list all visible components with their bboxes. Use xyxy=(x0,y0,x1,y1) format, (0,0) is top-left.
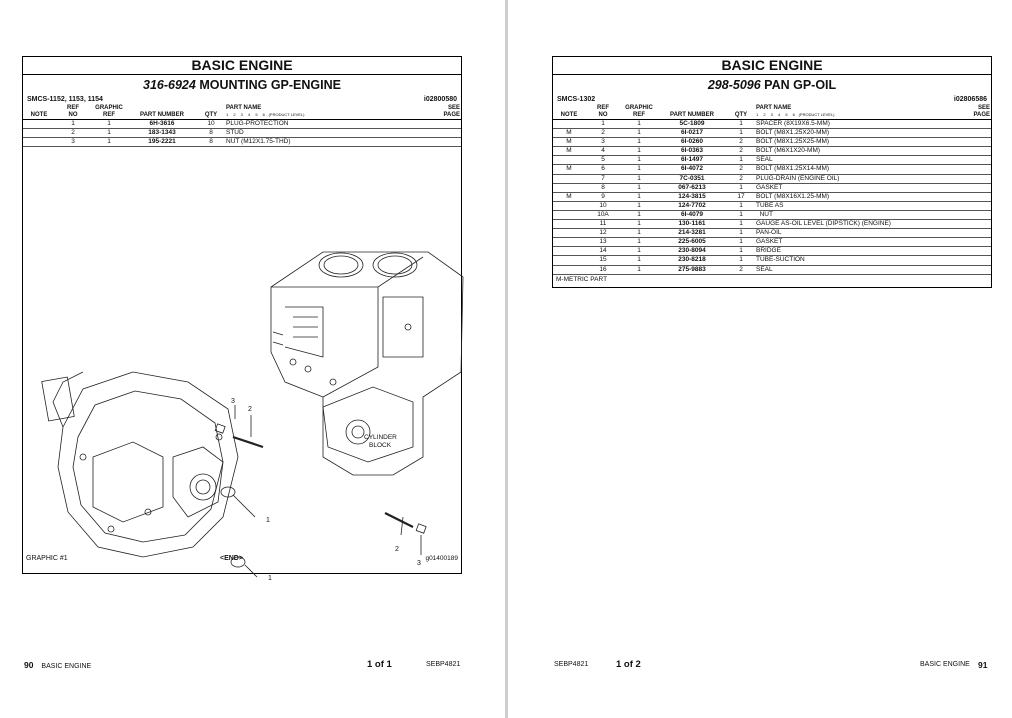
col-part-number: PART NUMBER xyxy=(127,105,197,120)
parts-sheet-left xyxy=(22,56,462,582)
page-number: 90 xyxy=(24,660,34,670)
ref-cell: 9 xyxy=(585,192,621,201)
note-cell xyxy=(553,256,585,265)
col-note: NOTE xyxy=(23,105,55,120)
part-number-cell: 6I-0217 xyxy=(657,129,727,138)
graphic-ref-cell: 1 xyxy=(91,129,127,138)
part-name-cell: SPACER (8X19X6.5-MM) xyxy=(755,120,957,129)
part-number-cell: 6H-3616 xyxy=(127,120,197,129)
part-number-cell: 7C-0351 xyxy=(657,174,727,183)
group-name: MOUNTING GP-ENGINE xyxy=(199,78,341,92)
parts-table-left xyxy=(23,105,461,147)
part-number-cell: 6I-0363 xyxy=(657,147,727,156)
qty-cell: 2 xyxy=(727,138,755,147)
table-row xyxy=(553,147,991,156)
illustration-id: i02806586 xyxy=(953,96,987,103)
qty-cell: 1 xyxy=(727,129,755,138)
graphic-ref-cell: 1 xyxy=(91,120,127,129)
see-page-cell xyxy=(957,220,991,229)
col-graphic: GRAPHIC REF xyxy=(621,105,657,120)
qty-cell: 1 xyxy=(727,120,755,129)
part-name-cell: GASKET xyxy=(755,238,957,247)
graphic-ref-cell: 1 xyxy=(621,156,657,165)
table-row xyxy=(23,120,461,129)
see-page-cell xyxy=(957,174,991,183)
part-number-cell: 225-6005 xyxy=(657,238,727,247)
ref-cell: 8 xyxy=(585,183,621,192)
graphic-ref-cell: 1 xyxy=(621,120,657,129)
qty-cell: 1 xyxy=(727,229,755,238)
graphic-ref-cell: 1 xyxy=(621,129,657,138)
page-of: 1 of 1 xyxy=(367,659,392,670)
cylinder-label-1: CYLINDER xyxy=(364,434,397,441)
see-page-cell xyxy=(957,129,991,138)
part-number-cell: 230-8218 xyxy=(657,256,727,265)
col-ref: REF NO xyxy=(55,105,91,120)
graphic-ref-cell: 1 xyxy=(621,265,657,274)
note-cell xyxy=(23,120,55,129)
part-name-cell: TUBE-SUCTION xyxy=(755,256,957,265)
graphic-ref-cell: 1 xyxy=(621,220,657,229)
note-cell: M xyxy=(553,129,585,138)
callout-3b: 3 xyxy=(417,560,421,567)
qty-cell: 10 xyxy=(197,120,225,129)
see-page-cell xyxy=(427,129,461,138)
ref-cell: 5 xyxy=(585,156,621,165)
qty-cell: 2 xyxy=(727,265,755,274)
ref-cell: 10A xyxy=(585,210,621,219)
page-number: 91 xyxy=(978,660,988,670)
table-header-row xyxy=(23,105,461,120)
graphic-ref-cell: 1 xyxy=(91,138,127,147)
note-cell xyxy=(553,120,585,129)
qty-cell: 8 xyxy=(197,138,225,147)
table-row xyxy=(553,238,991,247)
qty-cell: 17 xyxy=(727,192,755,201)
part-number-cell: 183-1343 xyxy=(127,129,197,138)
group-title xyxy=(553,75,991,95)
graphic-ref-cell: 1 xyxy=(621,183,657,192)
qty-cell: 1 xyxy=(727,183,755,192)
part-number-cell: 6I-1497 xyxy=(657,156,727,165)
end-marker: <END> xyxy=(220,555,243,562)
table-row xyxy=(553,156,991,165)
table-row xyxy=(553,129,991,138)
page-of: 1 of 2 xyxy=(616,659,641,670)
flywheel-housing-drawing xyxy=(42,372,238,557)
qty-cell: 8 xyxy=(197,129,225,138)
see-page-cell xyxy=(957,120,991,129)
table-row xyxy=(23,138,461,147)
see-page-cell xyxy=(957,265,991,274)
col-see-page: SEE PAGE xyxy=(427,105,461,120)
col-part-number: PART NUMBER xyxy=(657,105,727,120)
table-row xyxy=(553,220,991,229)
doc-number: SEBP4821 xyxy=(554,661,589,668)
qty-cell: 2 xyxy=(727,147,755,156)
part-number-cell: 6I-0260 xyxy=(657,138,727,147)
graphic-ref-cell: 1 xyxy=(621,192,657,201)
part-number-cell: 6I-4079 xyxy=(657,210,727,219)
ref-cell: 13 xyxy=(585,238,621,247)
footer-right xyxy=(554,659,994,671)
part-name-cell: TUBE AS xyxy=(755,201,957,210)
part-number-cell: 195-2221 xyxy=(127,138,197,147)
group-number: 298-5096 xyxy=(707,78,761,92)
see-page-cell xyxy=(957,210,991,219)
part-name-cell: BOLT (M8X1.25X20-MM) xyxy=(755,129,957,138)
note-cell xyxy=(553,201,585,210)
graphic-ref-cell: 1 xyxy=(621,238,657,247)
note-cell: M xyxy=(553,192,585,201)
see-page-cell xyxy=(957,138,991,147)
table-header-row xyxy=(553,105,991,120)
section-title: BASIC ENGINE xyxy=(553,57,991,75)
part-number-cell: 067-6213 xyxy=(657,183,727,192)
part-name-cell: BOLT (M6X1X20-MM) xyxy=(755,147,957,156)
part-name-cell: GASKET xyxy=(755,183,957,192)
metric-footnote: M-METRIC PART xyxy=(556,275,608,283)
table-row xyxy=(553,201,991,210)
callout-2b: 2 xyxy=(395,546,399,553)
table-row xyxy=(553,229,991,238)
ref-cell: 6 xyxy=(585,165,621,174)
qty-cell: 1 xyxy=(727,238,755,247)
ref-cell: 12 xyxy=(585,229,621,238)
graphic-ref-cell: 1 xyxy=(621,210,657,219)
col-qty: QTY xyxy=(197,105,225,120)
part-number-cell: 6I-4072 xyxy=(657,165,727,174)
note-cell xyxy=(23,129,55,138)
graphic-row xyxy=(26,554,458,564)
ref-cell: 2 xyxy=(55,129,91,138)
note-cell xyxy=(553,174,585,183)
see-page-cell xyxy=(427,138,461,147)
part-name-cell: PAN-OIL xyxy=(755,229,957,238)
part-name-cell: NUT xyxy=(755,210,957,219)
table-row xyxy=(553,265,991,274)
graphic-number: GRAPHIC #1 xyxy=(26,555,68,562)
ref-cell: 4 xyxy=(585,147,621,156)
group-name: PAN GP-OIL xyxy=(764,78,837,92)
ref-cell: 11 xyxy=(585,220,621,229)
col-ref: REF NO xyxy=(585,105,621,120)
note-cell xyxy=(553,220,585,229)
part-name-cell: PLUG-PROTECTION xyxy=(225,120,427,129)
note-cell: M xyxy=(553,147,585,156)
footer-section: BASIC ENGINE xyxy=(41,663,92,670)
see-page-cell xyxy=(427,120,461,129)
part-name-cell: GAUGE AS-OIL LEVEL (DIPSTICK) (ENGINE) xyxy=(755,220,957,229)
table-row xyxy=(553,165,991,174)
part-number-cell: 130-1161 xyxy=(657,220,727,229)
callout-1b: 1 xyxy=(268,575,272,582)
see-page-cell xyxy=(957,247,991,256)
note-cell xyxy=(553,238,585,247)
part-number-cell: 124-7702 xyxy=(657,201,727,210)
ref-cell: 1 xyxy=(55,120,91,129)
ref-cell: 2 xyxy=(585,129,621,138)
table-row xyxy=(553,120,991,129)
page-91 xyxy=(508,0,1012,718)
part-name-cell: PLUG-DRAIN (ENGINE OIL) xyxy=(755,174,957,183)
part-number-cell: 124-3815 xyxy=(657,192,727,201)
smcs-row xyxy=(23,95,461,105)
note-cell xyxy=(553,265,585,274)
note-cell xyxy=(553,183,585,192)
smcs-codes: SMCS-1152, 1153, 1154 xyxy=(27,96,103,103)
page-90 xyxy=(0,0,505,718)
illustration-id: i02800580 xyxy=(423,96,457,103)
table-row xyxy=(553,247,991,256)
figure-id: g01400189 xyxy=(425,555,458,562)
qty-cell: 1 xyxy=(727,201,755,210)
qty-cell: 1 xyxy=(727,156,755,165)
section-title: BASIC ENGINE xyxy=(23,57,461,75)
callout-3: 3 xyxy=(231,398,235,405)
part-name-cell: NUT (M12X1.75-THD) xyxy=(225,138,427,147)
graphic-ref-cell: 1 xyxy=(621,229,657,238)
cylinder-block-drawing xyxy=(271,252,463,475)
cylinder-label-2: BLOCK xyxy=(369,442,392,449)
group-number: 316-6924 xyxy=(143,78,196,92)
see-page-cell xyxy=(957,183,991,192)
graphic-ref-cell: 1 xyxy=(621,147,657,156)
see-page-cell xyxy=(957,229,991,238)
ref-cell: 15 xyxy=(585,256,621,265)
ref-cell: 7 xyxy=(585,174,621,183)
col-qty: QTY xyxy=(727,105,755,120)
see-page-cell xyxy=(957,192,991,201)
graphic-ref-cell: 1 xyxy=(621,138,657,147)
note-cell xyxy=(23,138,55,147)
see-page-cell xyxy=(957,147,991,156)
qty-cell: 1 xyxy=(727,220,755,229)
see-page-cell xyxy=(957,238,991,247)
see-page-cell xyxy=(957,156,991,165)
note-cell xyxy=(553,156,585,165)
table-row xyxy=(553,138,991,147)
part-number-cell: 5C-1809 xyxy=(657,120,727,129)
part-name-cell: BRIDGE xyxy=(755,247,957,256)
graphic-ref-cell: 1 xyxy=(621,247,657,256)
table-row xyxy=(553,192,991,201)
part-name-cell: SEAL xyxy=(755,265,957,274)
col-note: NOTE xyxy=(553,105,585,120)
smcs-row xyxy=(553,95,991,105)
ref-cell: 3 xyxy=(55,138,91,147)
callout-1: 1 xyxy=(266,517,270,524)
ref-cell: 14 xyxy=(585,247,621,256)
col-part-name: PART NAME 1 2 3 4 5 6 (PRODUCT LEVEL) xyxy=(225,105,427,120)
ref-cell: 1 xyxy=(585,120,621,129)
ref-cell: 16 xyxy=(585,265,621,274)
part-name-cell: SEAL xyxy=(755,156,957,165)
graphic-ref-cell: 1 xyxy=(621,165,657,174)
table-row xyxy=(553,183,991,192)
col-part-name: PART NAME 1 2 3 4 5 6 (PRODUCT LEVEL) xyxy=(755,105,957,120)
see-page-cell xyxy=(957,256,991,265)
table-row xyxy=(553,174,991,183)
qty-cell: 1 xyxy=(727,210,755,219)
part-name-cell: BOLT (M8X1.25X14-MM) xyxy=(755,165,957,174)
table-row xyxy=(553,256,991,265)
parts-sheet-right xyxy=(552,56,992,288)
note-cell xyxy=(553,229,585,238)
smcs-codes: SMCS-1302 xyxy=(557,96,596,103)
see-page-cell xyxy=(957,201,991,210)
note-cell xyxy=(553,247,585,256)
note-cell: M xyxy=(553,138,585,147)
note-cell xyxy=(553,210,585,219)
part-name-cell: STUD xyxy=(225,129,427,138)
ref-cell: 10 xyxy=(585,201,621,210)
col-see-page: SEE PAGE xyxy=(957,105,991,120)
doc-number: SEBP4821 xyxy=(426,661,461,668)
footer-section: BASIC ENGINE xyxy=(920,661,970,668)
see-page-cell xyxy=(957,165,991,174)
callout-2: 2 xyxy=(248,406,252,413)
table-row xyxy=(553,210,991,219)
part-name-cell: BOLT (M8X1.25X25-MM) xyxy=(755,138,957,147)
graphic-ref-cell: 1 xyxy=(621,201,657,210)
part-number-cell: 214-3281 xyxy=(657,229,727,238)
table-row xyxy=(23,129,461,138)
part-number-cell: 230-8094 xyxy=(657,247,727,256)
qty-cell: 2 xyxy=(727,165,755,174)
qty-cell: 2 xyxy=(727,174,755,183)
part-name-cell: BOLT (M8X16X1.25-MM) xyxy=(755,192,957,201)
qty-cell: 1 xyxy=(727,256,755,265)
footer-left xyxy=(24,659,464,671)
col-graphic: GRAPHIC REF xyxy=(91,105,127,120)
qty-cell: 1 xyxy=(727,247,755,256)
part-number-cell: 275-9883 xyxy=(657,265,727,274)
note-cell: M xyxy=(553,165,585,174)
group-title xyxy=(23,75,461,95)
graphic-ref-cell: 1 xyxy=(621,256,657,265)
ref-cell: 3 xyxy=(585,138,621,147)
parts-table-right xyxy=(553,105,991,275)
graphic-ref-cell: 1 xyxy=(621,174,657,183)
